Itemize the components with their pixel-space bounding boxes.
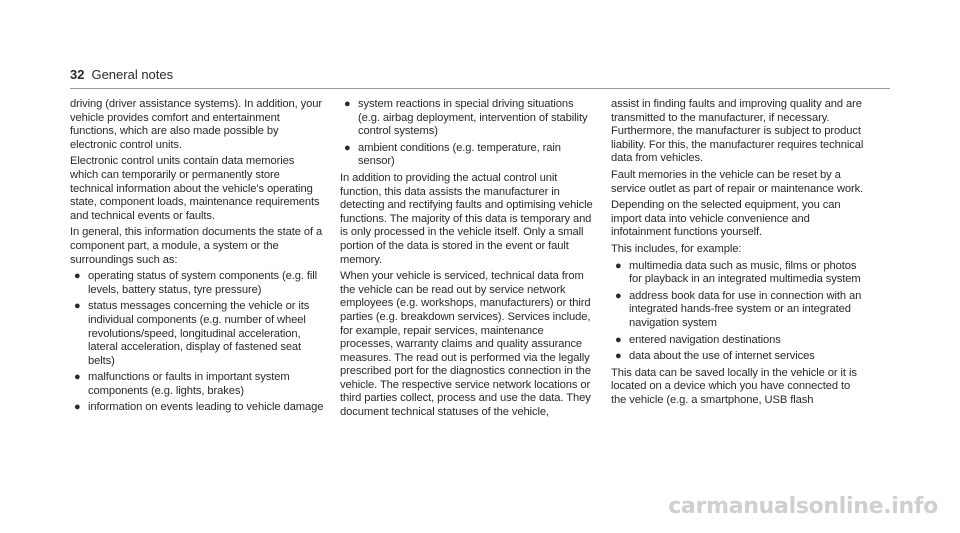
- paragraph: This includes, for example:: [611, 242, 742, 255]
- list-item: [611, 334, 866, 348]
- section-title: General notes: [91, 67, 174, 82]
- list-item: [70, 401, 325, 415]
- bullet-icon: ●: [74, 371, 81, 384]
- list-item-text: operating status of system components (e.g. fill levels, battery status, tyre pressure): [88, 270, 318, 296]
- paragraph: Fault memories in the vehicle can be reset by a service outlet as part of repair or maintenance work.: [611, 168, 864, 195]
- bullet-icon: ●: [615, 259, 622, 272]
- list-item: [611, 290, 866, 331]
- list-item-text: information on events leading to vehicle damage: [88, 401, 324, 414]
- list-item: [70, 300, 325, 368]
- list-item: [340, 98, 595, 139]
- list-item-text: ambient conditions (e.g. temperature, rain sensor): [358, 141, 561, 168]
- bullet-list: [70, 270, 325, 415]
- bullet-list: [340, 98, 595, 169]
- list-item: [611, 350, 866, 364]
- list-item-text: entered navigation destinations: [629, 333, 781, 346]
- bullet-icon: ●: [615, 333, 622, 346]
- paragraph: This data can be saved locally in the vehicle or it is located on a device which you have connected to the vehicle (e.g. a smartphone, USB flash: [611, 366, 857, 406]
- text-column-2: [340, 98, 595, 423]
- list-item-text: malfunctions or faults in important system components (e.g. lights, brakes): [88, 371, 290, 397]
- page-number: 32: [70, 67, 85, 82]
- list-item-text: multimedia data such as music, films or photos for playback in an integrated multimedia system: [629, 259, 861, 286]
- paragraph: When your vehicle is serviced, technical data from the vehicle can be read out by service network employees (e.g. workshops, manufacturers) or third parties (e.g. breakdown services). Services include, for example, repair services, maintenance processes, warranty claims and quality assurance measures. The read out is performed via the legally prescribed port for the diagnostics connection in the vehicle. The respective service network locations or third parties collect, process and use the data. They document technical statuses of the vehicle,: [340, 270, 591, 419]
- paragraph: Depending on the selected equipment, you can import data into vehicle convenience and infotainment functions yourself.: [611, 199, 841, 239]
- paragraph: In addition to providing the actual control unit function, this data assists the manufacturer in detecting and rectifying faults and optimising vehicle functions. The majority of this data is temporary and is only processed in the vehicle itself. Only a small portion of the data is stored in the event or fault memory.: [340, 171, 593, 266]
- list-item: [340, 142, 595, 169]
- paragraph: In general, this information documents the state of a component part, a module, a system or the surroundings such as:: [70, 226, 323, 266]
- bullet-icon: ●: [615, 289, 622, 302]
- list-item-text: system reactions in special driving situations (e.g. airbag deployment, intervention of stability control systems): [358, 98, 588, 138]
- bullet-list: [611, 260, 866, 364]
- paragraph: Electronic control units contain data memories which can temporarily or permanently store technical information about the vehicle's operating state, component loads, maintenance requirements and technical events or faults.: [70, 155, 320, 222]
- list-item-text: data about the use of internet services: [629, 350, 815, 363]
- list-item-text: status messages concerning the vehicle or its individual components (e.g. number of wheel revolutions/speed, longitudinal acceleration, lateral acceleration, display of fastened seat belts): [88, 300, 310, 367]
- text-column-1: [70, 98, 325, 418]
- bullet-icon: ●: [344, 141, 351, 154]
- page-header: [70, 67, 173, 83]
- bullet-icon: ●: [74, 270, 81, 283]
- list-item: [70, 371, 325, 398]
- watermark: carmanualsonline.info: [668, 494, 938, 519]
- list-item-text: address book data for use in connection with an integrated hands-free system or an integrated navigation system: [629, 289, 862, 329]
- header-divider: [70, 88, 890, 89]
- paragraph: driving (driver assistance systems). In addition, your vehicle provides comfort and entertainment functions, which are also made possible by electronic control units.: [70, 98, 323, 151]
- text-column-3: [611, 98, 866, 410]
- list-item: [611, 260, 866, 287]
- list-item: [70, 270, 325, 297]
- bullet-icon: ●: [74, 401, 81, 414]
- bullet-icon: ●: [344, 98, 351, 110]
- paragraph: assist in finding faults and improving quality and are transmitted to the manufacturer, if necessary. Furthermore, the manufacturer is subject to product liability. For this, the manufacturer requires technical data from vehicles.: [611, 98, 864, 165]
- bullet-icon: ●: [74, 300, 81, 313]
- bullet-icon: ●: [615, 350, 622, 363]
